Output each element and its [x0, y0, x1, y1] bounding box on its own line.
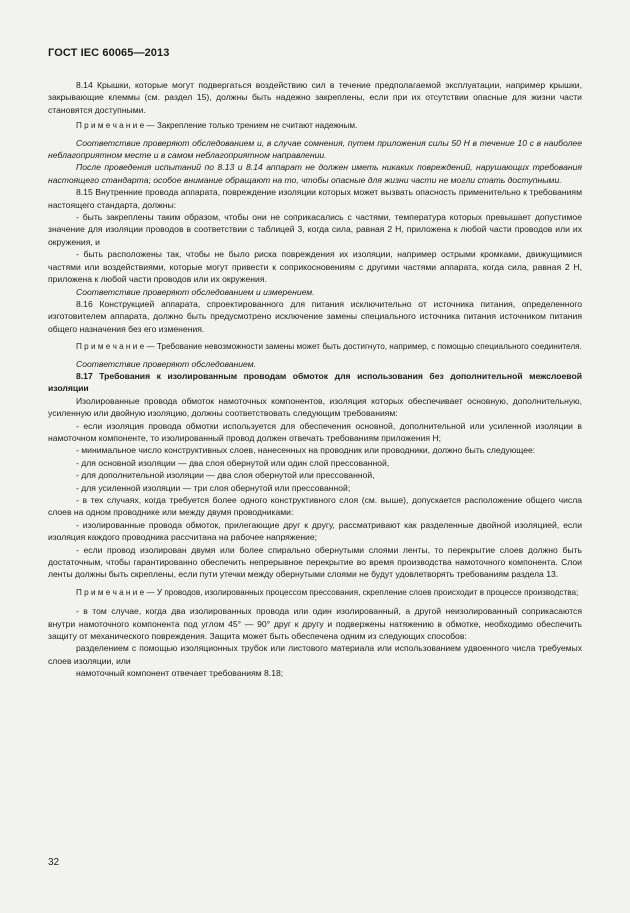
paragraph-8-14: 8.14 Крышки, которые могут подвергаться воздействию сил в течение предполагаемой эксплуатации, например крышки, закрывающие клеммы (см. раздел 15), должны быть надежно закреплены, если при их отсутствии опасные для жизни части становятся доступными.	[48, 80, 582, 115]
list-item: - если изоляция провода обмотки используется для обеспечения основной, дополнительной или усиленной изоляции в намоточном компоненте, то изолированный провод должен отвечать требованиям приложения Н;	[48, 420, 582, 443]
note-friction: П р и м е ч а н и е — Закрепление только трением не считают надежным.	[76, 121, 358, 131]
document-header: ГОСТ IEC 60065—2013	[48, 47, 170, 59]
note-connector: П р и м е ч а н и е — Требование невозможности замены может быть достигнуто, например, с помощью специального соединителя.	[76, 342, 582, 352]
list-item: - в тех случаях, когда требуется более одного конструктивного слоя (см. выше), допускается расположение общего числа слоев на одном проводнике или между двумя проводниками:	[48, 495, 582, 518]
list-item: намоточный компонент отвечает требованиям 8.18;	[76, 668, 284, 679]
note-extrusion: П р и м е ч а н и е — У проводов, изолированных процессом прессования, скрепление слоев происходит в процессе производства;	[76, 587, 579, 597]
list-item: - в том случае, когда два изолированных провода или один изолированный, а другой неизолированный соприкасаются внутри намоточного компонента под углом 45° — 90° друг к другу и подвержены натяжению в обмотке, необходимо обеспечить защиту от механического повреждения. Защита может быть обеспечена одним из следующих способов:	[48, 606, 582, 642]
list-item: - для основной изоляции — два слоя обернутой или один слой прессованной,	[76, 457, 390, 468]
compliance-8-14: Соответствие проверяют обследованием и, в случае сомнения, путем приложения силы 50 Н в течение 10 с в наиболее неблагоприятном месте и в самом неблагоприятном направлении.	[48, 137, 582, 161]
list-item: разделением с помощью изоляционных трубок или листового материала или использованием удвоенного числа требуемых слоев изоляции, или	[48, 643, 582, 666]
compliance-8-15: Соответствие проверяют обследованием и измерением.	[76, 286, 315, 297]
list-item: - для усиленной изоляции — три слоя обернутой или прессованной;	[76, 482, 351, 493]
paragraph-8-16: 8.16 Конструкцией аппарата, спроектированного для питания исключительно от источника питания, определенного изготовителем аппарата, должно быть предусмотрено исключение замены специального источника питания источником питания общего назначения без его изменения.	[48, 298, 582, 334]
list-item: - быть расположены так, чтобы не было риска повреждения их изоляции, например острыми кромками, движущимися частями или воздействиями, которые могут привести к соприкосновениям с другими частями аппарата, когда сила, равная 2 Н, приложена к любой части проводов или их окружения.	[48, 249, 582, 285]
list-item: - для дополнительной изоляции — два слоя обернутой или прессованной,	[76, 470, 375, 481]
document-body	[48, 79, 582, 680]
section-heading-8-17: 8.17 Требования к изолированным проводам обмоток для использования без дополнительной межслоевой изоляции	[48, 370, 582, 394]
list-item: - быть закреплены таким образом, чтобы они не соприкасались с частями, температура которых превышает допустимое значение для изоляции проводов в соответствии с таблицей 3, когда сила, равная 2 Н, приложена к любой части проводов или их окружения, и	[48, 212, 582, 247]
compliance-after-tests: После проведения испытаний по 8.13 и 8.14 аппарат не должен иметь никаких повреждений, нарушающих требования настоящего стандарта; особое внимание обращают на то, чтобы опасные для жизни части не могли стать доступными.	[48, 162, 582, 185]
list-item: - минимальное число конструктивных слоев, нанесенных на проводник или проводники, должно быть следующее:	[76, 445, 536, 456]
compliance-8-16: Соответствие проверяют обследованием.	[76, 358, 257, 369]
page-number: 32	[48, 857, 60, 868]
paragraph-8-15: 8.15 Внутренние провода аппарата, повреждение изоляции которых может вызвать опасность применительно к требованиям настоящего стандарта, должны:	[48, 187, 582, 210]
list-item: - если провод изолирован двумя или более спирально обернутыми слоями ленты, то перекрытие слоев должно быть достаточным, чтобы гарантированно обеспечить непрерывное перекрытие во время производства намоточного компонента. Слои ленты должны быть скреплены, если пути утечки между обернутыми слоями не будут удовлетворять требованиям раздела 13.	[48, 544, 582, 580]
list-item: - изолированные провода обмоток, прилегающие друг к другу, рассматривают как разделенные двойной изоляцией, если изоляция каждого проводника рассчитана на рабочее напряжение;	[48, 519, 582, 543]
paragraph-8-17-intro: Изолированные провода обмоток намоточных компонентов, изоляция которых обеспечивает основную, дополнительную, усиленную или двойную изоляцию, должны соответствовать следующим требованиям:	[48, 395, 582, 419]
